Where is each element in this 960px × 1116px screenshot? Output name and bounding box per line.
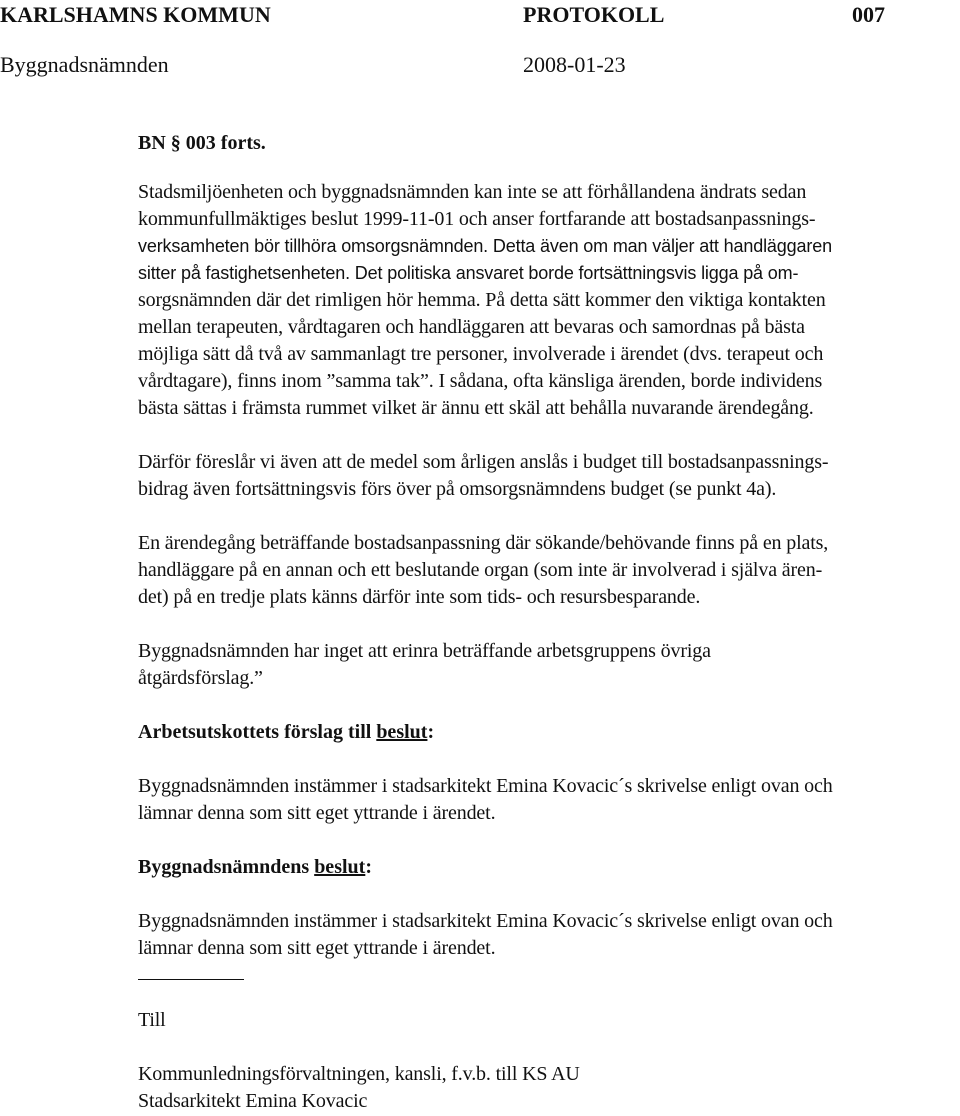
- text-line: åtgärdsförslag.”: [138, 667, 263, 689]
- text-line: lämnar denna som sitt eget yttrande i ärendet.: [138, 802, 496, 824]
- header-sub-row: [0, 50, 960, 80]
- decision-heading-underlined: beslut: [314, 856, 366, 878]
- text-line: Byggnadsnämnden instämmer i stadsarkitekt Emina Kovacic´s skrivelse enligt ovan och: [138, 775, 833, 797]
- paragraph-3: [138, 530, 960, 611]
- text-line: mellan terapeuten, vårdtagaren och handläggaren att bevaras och samordnas på bästa: [138, 316, 805, 338]
- text-line: verksamheten bör tillhöra omsorgsnämnden. Detta även om man väljer att handläggaren: [138, 236, 832, 256]
- recipient-line: Kommunledningsförvaltningen, kansli, f.v.b. till KS AU: [138, 1063, 580, 1085]
- decision-heading-prefix: Byggnadsnämndens: [138, 856, 315, 878]
- text-line: sitter på fastighetsenheten. Det politiska ansvaret borde fortsättningsvis ligga på om-: [138, 263, 799, 283]
- text-line: vårdtagare), finns inom ”samma tak”. I sådana, ofta känsliga ärenden, borde individens: [138, 370, 823, 392]
- doc-type: PROTOKOLL: [523, 2, 665, 27]
- proposal-heading-underlined: beslut: [376, 721, 428, 743]
- meeting-date: 2008-01-23: [523, 52, 626, 77]
- proposal-heading-suffix: :: [427, 721, 435, 743]
- committee-name: Byggnadsnämnden: [0, 52, 169, 77]
- paragraph-2: [138, 449, 960, 503]
- text-line: Därför föreslår vi även att de medel som årligen anslås i budget till bostadsanpassnings-: [138, 451, 829, 473]
- section-reference: BN § 003 forts.: [138, 132, 266, 154]
- header-top-row: [0, 0, 960, 30]
- proposal-heading-prefix: Arbetsutskottets förslag till: [138, 721, 377, 743]
- recipient-line: Stadsarkitekt Emina Kovacic: [138, 1090, 368, 1112]
- text-line: Stadsmiljöenheten och byggnadsnämnden kan inte se att förhållandena ändrats sedan: [138, 181, 807, 203]
- text-line: bästa sättas i främsta rummet vilket är ännu ett skäl att behålla nuvarande ärendegång.: [138, 397, 814, 419]
- spacer: [138, 1034, 960, 1061]
- text-line: kommunfullmäktiges beslut 1999-11-01 och anser fortfarande att bostadsanpassnings-: [138, 208, 816, 230]
- text-line: En ärendegång beträffande bostadsanpassning där sökande/behövande finns på en plats,: [138, 532, 829, 554]
- org-name: KARLSHAMNS KOMMUN: [0, 2, 271, 27]
- text-line: sorgsnämnden där det rimligen hör hemma. På detta sätt kommer den viktiga kontakten: [138, 289, 826, 311]
- text-line: Byggnadsnämnden har inget att erinra beträffande arbetsgruppens övriga: [138, 640, 711, 662]
- proposal-heading: [138, 719, 960, 746]
- decision-heading-suffix: :: [365, 856, 372, 878]
- proposal-text: [138, 773, 960, 827]
- text-line: bidrag även fortsättningsvis förs över på omsorgsnämndens budget (se punkt 4a).: [138, 478, 777, 500]
- paragraph-4: [138, 638, 960, 692]
- text-line: handläggare på en annan och ett beslutande organ (som inte är involverad i själva ären-: [138, 559, 823, 581]
- document-body: [138, 130, 960, 1115]
- text-line: det) på en tredje plats känns därför inte som tids- och resursbesparande.: [138, 586, 701, 608]
- paragraph-1: [138, 179, 960, 422]
- text-line: möjliga sätt då två av sammanlagt tre personer, involverade i ärendet (dvs. terapeut och: [138, 343, 824, 365]
- decision-heading: [138, 854, 960, 881]
- distribution-label: Till: [138, 1009, 166, 1031]
- decision-text: [138, 908, 960, 962]
- text-line: lämnar denna som sitt eget yttrande i ärendet.: [138, 937, 496, 959]
- divider-line: [138, 979, 244, 980]
- page-number: 007: [852, 2, 885, 27]
- text-line: Byggnadsnämnden instämmer i stadsarkitekt Emina Kovacic´s skrivelse enligt ovan och: [138, 910, 833, 932]
